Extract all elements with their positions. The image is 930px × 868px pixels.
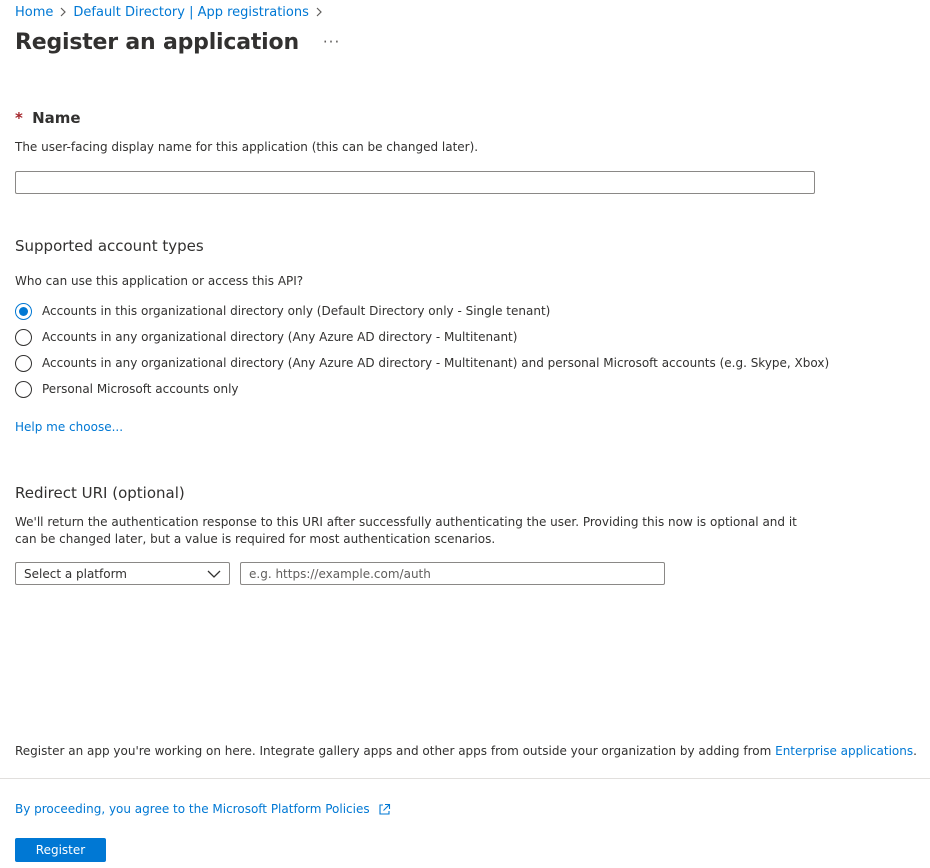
register-button[interactable]: Register bbox=[15, 838, 106, 862]
radio-option-multitenant-personal[interactable] bbox=[15, 350, 829, 376]
account-types-heading: Supported account types bbox=[15, 237, 204, 255]
help-me-choose-link[interactable]: Help me choose... bbox=[15, 420, 124, 434]
name-description: The user-facing display name for this application (this can be changed later). bbox=[15, 140, 479, 154]
platform-select[interactable] bbox=[15, 562, 230, 585]
breadcrumb-chevron-icon bbox=[59, 6, 67, 20]
title-row bbox=[15, 30, 340, 55]
redirect-uri-description: We'll return the authentication response to this URI after successfully authenticating the user. Providing this now is optional and it can be changed later, but a value is required for most authentication scenarios. bbox=[15, 515, 797, 546]
name-label-text: Name bbox=[32, 109, 81, 127]
chevron-down-icon bbox=[207, 567, 221, 581]
radio-option-personal-only[interactable] bbox=[15, 376, 829, 402]
account-types-question: Who can use this application or access this API? bbox=[15, 274, 304, 288]
more-options-icon[interactable]: ··· bbox=[322, 32, 341, 51]
name-label bbox=[15, 109, 81, 127]
breadcrumb-app-registrations-link[interactable]: Default Directory | App registrations bbox=[73, 5, 309, 20]
breadcrumb-chevron-icon bbox=[315, 6, 323, 20]
radio-button[interactable] bbox=[15, 381, 32, 398]
breadcrumb-home-link[interactable]: Home bbox=[15, 5, 54, 20]
radio-button-selected[interactable] bbox=[15, 303, 32, 320]
account-types-radio-group bbox=[15, 298, 829, 402]
redirect-uri-heading: Redirect URI (optional) bbox=[15, 484, 185, 502]
radio-option-label: Accounts in this organizational directory only (Default Directory only - Single tenant) bbox=[42, 304, 551, 318]
footer-note bbox=[15, 744, 917, 758]
platform-policies-link-text: By proceeding, you agree to the Microsoft Platform Policies bbox=[15, 802, 370, 816]
page-title: Register an application bbox=[15, 30, 299, 55]
platform-select-value: Select a platform bbox=[24, 566, 127, 581]
redirect-uri-input[interactable] bbox=[240, 562, 665, 585]
radio-option-label: Accounts in any organizational directory (Any Azure AD directory - Multitenant) and personal Microsoft accounts (e.g. Skype, Xbox) bbox=[42, 356, 830, 370]
radio-option-label: Accounts in any organizational directory (Any Azure AD directory - Multitenant) bbox=[42, 330, 518, 344]
radio-option-label: Personal Microsoft accounts only bbox=[42, 382, 239, 396]
external-link-icon bbox=[378, 803, 391, 816]
radio-button[interactable] bbox=[15, 329, 32, 346]
radio-button[interactable] bbox=[15, 355, 32, 372]
name-input[interactable] bbox=[15, 171, 815, 194]
breadcrumb bbox=[15, 5, 329, 20]
footer-note-text: Register an app you're working on here. Integrate gallery apps and other apps from outside your organization by adding from bbox=[15, 744, 776, 758]
radio-option-multitenant[interactable] bbox=[15, 324, 829, 350]
radio-option-single-tenant[interactable] bbox=[15, 298, 829, 324]
footer-divider bbox=[0, 778, 930, 779]
enterprise-applications-link[interactable]: Enterprise applications bbox=[775, 744, 914, 758]
platform-policies-link[interactable] bbox=[15, 802, 391, 816]
required-marker: * bbox=[15, 109, 23, 127]
footer-note-suffix: . bbox=[913, 744, 917, 758]
